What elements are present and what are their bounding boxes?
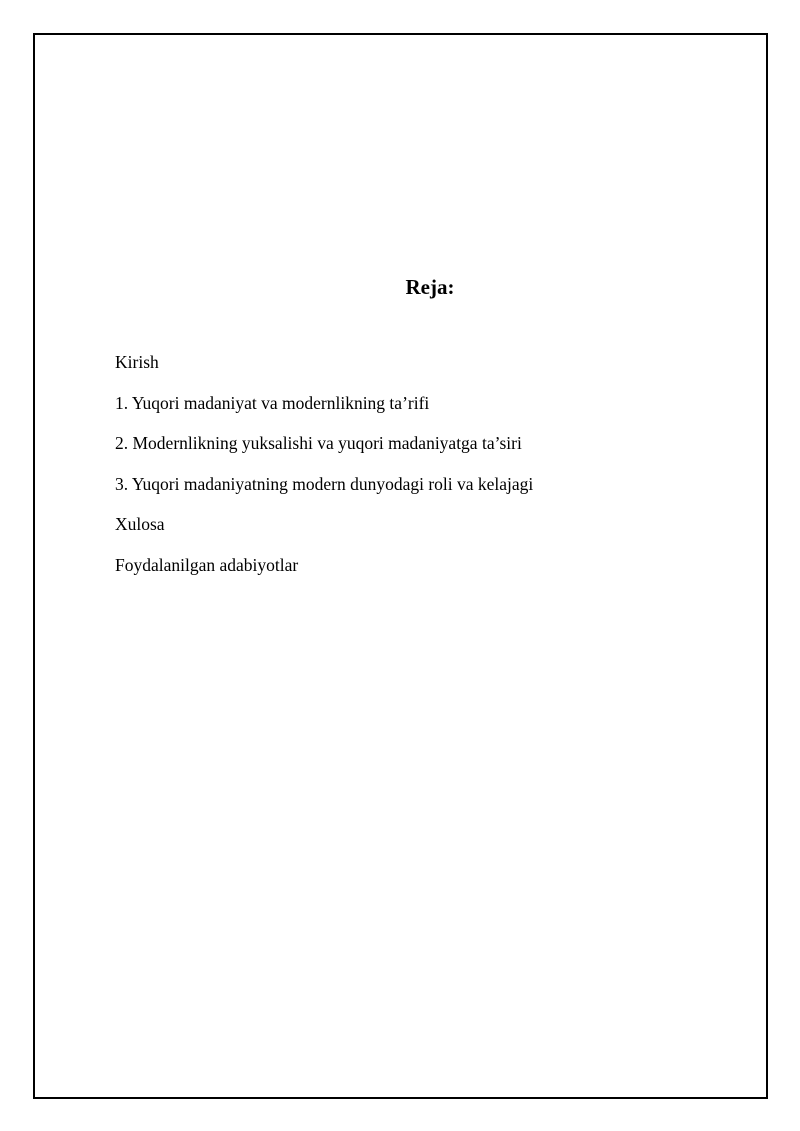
plan-item-introduction: Kirish xyxy=(115,352,159,372)
plan-item-2: 2. Modernlikning yuksalishi va yuqori madaniyatga ta’siri xyxy=(115,433,522,453)
plan-item-1: 1. Yuqori madaniyat va modernlikning ta’rifi xyxy=(115,392,430,413)
plan-item-conclusion: Xulosa xyxy=(115,514,165,534)
plan-item-3: 3. Yuqori madaniyatning modern dunyodagi roli va kelajagi xyxy=(115,473,534,494)
plan-item-references: Foydalanilgan adabiyotlar xyxy=(115,554,299,575)
plan-title: Reja: xyxy=(405,275,455,299)
plan-list xyxy=(115,350,533,593)
